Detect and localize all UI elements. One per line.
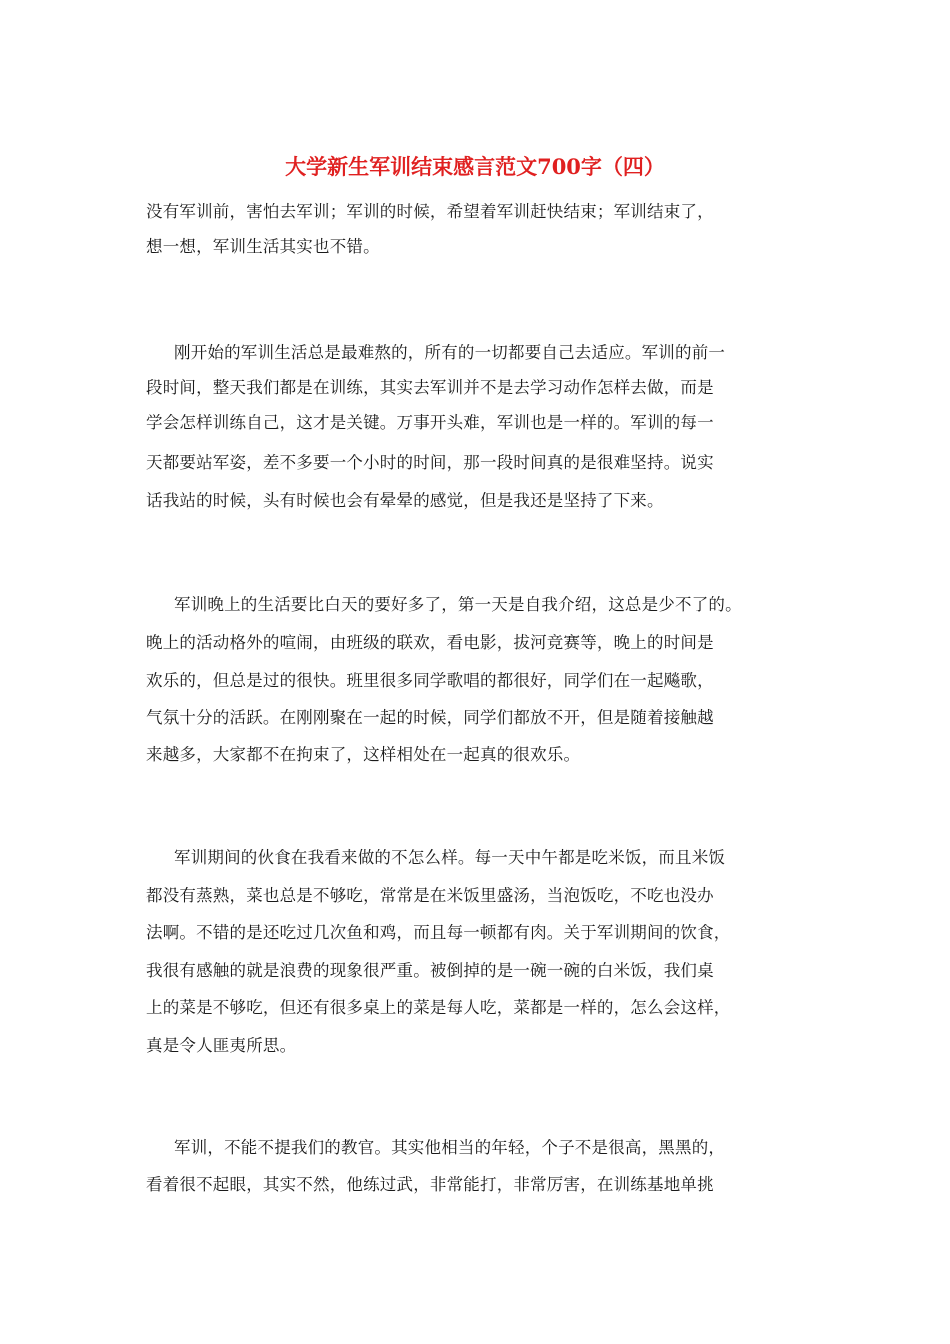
paragraph-4-line-6: 真是令人匪夷所思。 xyxy=(146,1036,297,1055)
paragraph-2-line-1: 刚开始的军训生活总是最难熬的，所有的一切都要自己去适应。军训的前一 xyxy=(174,343,726,362)
paragraph-1-line-2: 想一想，军训生活其实也不错。 xyxy=(146,237,380,256)
paragraph-4-line-2: 都没有蒸熟，菜也总是不够吃，常常是在米饭里盛汤，当泡饭吃，不吃也没办 xyxy=(146,886,714,905)
paragraph-2-line-5: 话我站的时候，头有时候也会有晕晕的感觉，但是我还是坚持了下来。 xyxy=(146,491,664,510)
paragraph-2-line-3: 学会怎样训练自己，这才是关键。万事开头难，军训也是一样的。军训的每一 xyxy=(146,413,714,432)
paragraph-3-line-3: 欢乐的，但总是过的很快。班里很多同学歌唱的都很好，同学们在一起飚歌， xyxy=(146,671,714,690)
paragraph-3-line-1: 军训晚上的生活要比白天的要好多了，第一天是自我介绍，这总是少不了的。 xyxy=(174,595,742,614)
paragraph-4-line-4: 我很有感触的就是浪费的现象很严重。被倒掉的是一碗一碗的白米饭，我们桌 xyxy=(146,961,714,980)
paragraph-4-line-5: 上的菜是不够吃，但还有很多桌上的菜是每人吃，菜都是一样的，怎么会这样， xyxy=(146,998,731,1017)
paragraph-2-line-4: 天都要站军姿，差不多要一个小时的时间，那一段时间真的是很难坚持。说实 xyxy=(146,453,714,472)
paragraph-1-line-1: 没有军训前，害怕去军训；军训的时候，希望着军训赶快结束；军训结束了， xyxy=(146,202,714,221)
paragraph-4-line-1: 军训期间的伙食在我看来做的不怎么样。每一天中午都是吃米饭，而且米饭 xyxy=(174,848,726,867)
document-title: 大学新生军训结束感言范文700字（四） xyxy=(285,154,665,179)
paragraph-2-line-2: 段时间，整天我们都是在训练，其实去军训并不是去学习动作怎样去做，而是 xyxy=(146,378,714,397)
paragraph-3-line-2: 晚上的活动格外的喧闹，由班级的联欢，看电影，拔河竞赛等，晚上的时间是 xyxy=(146,633,714,652)
paragraph-3-line-4: 气氛十分的活跃。在刚刚聚在一起的时候，同学们都放不开，但是随着接触越 xyxy=(146,708,714,727)
paragraph-5-line-1: 军训，不能不提我们的教官。其实他相当的年轻，个子不是很高，黑黑的， xyxy=(174,1138,726,1157)
paragraph-3-line-5: 来越多，大家都不在拘束了，这样相处在一起真的很欢乐。 xyxy=(146,745,581,764)
paragraph-5-line-2: 看着很不起眼，其实不然，他练过武，非常能打，非常厉害，在训练基地单挑 xyxy=(146,1175,714,1194)
paragraph-4-line-3: 法啊。不错的是还吃过几次鱼和鸡，而且每一顿都有肉。关于军训期间的饮食， xyxy=(146,923,731,942)
